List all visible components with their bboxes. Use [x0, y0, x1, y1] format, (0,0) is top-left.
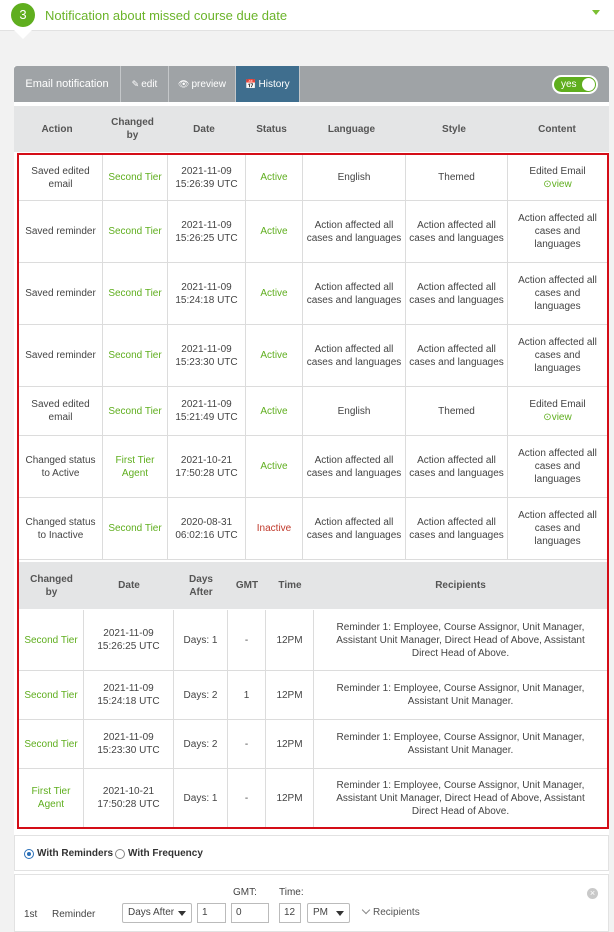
- eye-icon: 👁: [178, 79, 190, 89]
- ampm-value: PM: [313, 907, 328, 918]
- reminder-label: Reminder: [52, 909, 96, 920]
- cell-days-after: Days: 2: [174, 720, 228, 768]
- with-frequency-label[interactable]: With Frequency: [128, 848, 203, 859]
- header-language: Language: [327, 123, 376, 135]
- cell-changed-by: Second Tier: [103, 263, 168, 324]
- cell-status: Active: [246, 201, 303, 262]
- cell-gmt: -: [228, 720, 266, 768]
- header-days-after: Days After: [189, 573, 213, 598]
- tab-edit[interactable]: [121, 66, 169, 102]
- cell-content: Action affected all cases and languages: [518, 337, 597, 374]
- cell-style: Action affected all cases and languages: [406, 498, 508, 559]
- tab-preview[interactable]: [169, 66, 236, 102]
- cell-date: 2021-10-21 17:50:28 UTC: [84, 769, 174, 827]
- cell-date: 2021-11-09 15:23:30 UTC: [84, 720, 174, 768]
- cell-days-after: Days: 1: [174, 610, 228, 670]
- tab-email-notification[interactable]: Email notification: [14, 66, 121, 102]
- active-toggle[interactable]: [552, 75, 598, 94]
- cell-changed-by: Second Tier: [19, 720, 84, 768]
- cell-recipients: Reminder 1: Employee, Course Assignor, Unit Manager, Assistant Unit Manager.: [336, 732, 585, 756]
- cell-status: Inactive: [246, 498, 303, 559]
- cell-status: Active: [246, 263, 303, 324]
- history-table-header: [14, 106, 609, 152]
- cell-gmt: -: [228, 769, 266, 827]
- cell-date: 2020-08-31 06:02:16 UTC: [168, 498, 246, 559]
- header-action: Action: [41, 123, 73, 135]
- view-link-label: view: [551, 412, 572, 423]
- email-tabbar: [14, 66, 609, 102]
- cell-style: Action affected all cases and languages: [406, 436, 508, 497]
- eye-icon: ⊙: [543, 178, 552, 190]
- cell-date: 2021-10-21 17:50:28 UTC: [168, 436, 246, 497]
- cell-action: Saved reminder: [19, 263, 103, 324]
- cell-style: Themed: [406, 155, 508, 200]
- cell-action: Saved reminder: [19, 325, 103, 386]
- cell-language: Action affected all cases and languages: [303, 498, 406, 559]
- cell-days-after: Days: 1: [174, 769, 228, 827]
- cell-changed-by: First Tier Agent: [19, 769, 84, 827]
- cell-language: Action affected all cases and languages: [303, 325, 406, 386]
- view-link-label: view: [551, 178, 572, 190]
- cell-date: 2021-11-09 15:26:25 UTC: [84, 610, 174, 670]
- recipients-label: Recipients: [373, 907, 420, 918]
- days-input[interactable]: 1: [197, 903, 226, 923]
- tab-preview-label: preview: [191, 79, 226, 90]
- step-header[interactable]: [0, 0, 614, 31]
- cell-changed-by: Second Tier: [103, 498, 168, 559]
- cell-action: Changed status to Active: [19, 436, 103, 497]
- chevron-down-icon: [178, 911, 186, 916]
- toggle-label: yes: [561, 79, 577, 90]
- with-frequency-radio[interactable]: [115, 849, 125, 859]
- cell-style: Themed: [406, 387, 508, 435]
- step-title: Notification about missed course due date: [45, 8, 288, 23]
- cell-date: 2021-11-09 15:21:49 UTC: [168, 387, 246, 435]
- cell-date: 2021-11-09 15:24:18 UTC: [168, 263, 246, 324]
- cell-action: Saved reminder: [19, 201, 103, 262]
- cell-changed-by: Second Tier: [103, 155, 168, 200]
- cell-time: 12PM: [266, 610, 314, 670]
- time-label: Time:: [279, 887, 304, 898]
- cell-action: Changed status to Inactive: [19, 498, 103, 559]
- tab-history[interactable]: [236, 66, 300, 102]
- edit-icon: ✎: [131, 79, 140, 89]
- cell-date: 2021-11-09 15:23:30 UTC: [168, 325, 246, 386]
- gmt-label: GMT:: [233, 887, 257, 898]
- cell-gmt: 1: [228, 671, 266, 719]
- with-reminders-label[interactable]: With Reminders: [37, 848, 114, 859]
- cell-status: Active: [246, 325, 303, 386]
- cell-action: Saved edited email: [19, 155, 103, 200]
- cell-recipients: Reminder 1: Employee, Course Assignor, Unit Manager, Assistant Unit Manager, Direct Head of Above, Assistant Direct Head of Above.: [336, 621, 585, 659]
- cell-content: Action affected all cases and languages: [518, 448, 597, 485]
- step-number-badge: 3: [11, 3, 35, 27]
- recipients-toggle[interactable]: [363, 907, 420, 918]
- cell-gmt: -: [228, 610, 266, 670]
- cell-language: Action affected all cases and languages: [303, 263, 406, 324]
- chevron-down-icon: [362, 906, 370, 914]
- cell-changed-by: Second Tier: [103, 201, 168, 262]
- cell-time: 12PM: [266, 769, 314, 827]
- cell-time: 12PM: [266, 671, 314, 719]
- cell-recipients: Reminder 1: Employee, Course Assignor, Unit Manager, Assistant Unit Manager, Direct Head of Above, Assistant Direct Head of Above.: [336, 779, 585, 817]
- tab-edit-label: edit: [141, 79, 158, 90]
- header-date: Date: [193, 123, 215, 135]
- header-status: Status: [256, 123, 287, 135]
- calendar-icon: 📅: [245, 79, 257, 89]
- cell-action: Saved edited email: [19, 387, 103, 435]
- cell-status: Active: [246, 436, 303, 497]
- cell-status: Active: [246, 387, 303, 435]
- header-changed-by: Changed by: [111, 117, 154, 141]
- header-gmt: GMT: [235, 580, 259, 591]
- eye-icon: ⊙: [543, 412, 552, 423]
- cell-content: Action affected all cases and languages: [518, 213, 597, 250]
- reminder-form: [14, 874, 609, 932]
- cell-style: Action affected all cases and languages: [406, 201, 508, 262]
- header-content: Content: [538, 123, 576, 135]
- reminder-ordinal: 1st: [24, 909, 38, 920]
- with-reminders-radio[interactable]: [24, 849, 34, 859]
- highlight-box: [17, 153, 609, 829]
- cell-changed-by: Second Tier: [19, 610, 84, 670]
- cell-changed-by: First Tier Agent: [103, 436, 168, 497]
- cell-style: Action affected all cases and languages: [406, 325, 508, 386]
- cell-style: Action affected all cases and languages: [406, 263, 508, 324]
- cell-content: Action affected all cases and languages: [518, 510, 597, 547]
- days-after-select[interactable]: [122, 903, 192, 923]
- cell-language: Action affected all cases and languages: [303, 201, 406, 262]
- cell-changed-by: Second Tier: [103, 387, 168, 435]
- header-time: Time: [278, 580, 302, 591]
- toggle-knob: [582, 78, 595, 91]
- cell-language: Action affected all cases and languages: [303, 436, 406, 497]
- cell-recipients: Reminder 1: Employee, Course Assignor, Unit Manager, Assistant Unit Manager.: [336, 683, 585, 707]
- reminder-mode-bar: [14, 835, 609, 871]
- cell-days-after: Days: 2: [174, 671, 228, 719]
- time-input[interactable]: 12: [279, 903, 301, 923]
- cell-content: Action affected all cases and languages: [518, 275, 597, 312]
- gmt-input[interactable]: 0: [231, 903, 269, 923]
- cell-changed-by: Second Tier: [19, 671, 84, 719]
- header-recipients: Recipients: [435, 580, 486, 591]
- cell-date: 2021-11-09 15:26:39 UTC: [168, 155, 246, 200]
- header-date: Date: [118, 580, 140, 591]
- header-style: Style: [442, 123, 466, 135]
- content-text: Edited Email: [529, 399, 586, 410]
- cell-date: 2021-11-09 15:24:18 UTC: [84, 671, 174, 719]
- cell-time: 12PM: [266, 720, 314, 768]
- cell-changed-by: Second Tier: [103, 325, 168, 386]
- cell-language: English: [303, 387, 406, 435]
- collapse-arrow-icon[interactable]: [592, 10, 600, 15]
- chevron-down-icon: [336, 911, 344, 916]
- cell-language: English: [303, 155, 406, 200]
- header-changed-by: Changed by: [30, 573, 73, 598]
- ampm-select[interactable]: [307, 903, 350, 923]
- days-after-value: Days After: [128, 907, 175, 918]
- tab-history-label: History: [258, 79, 290, 90]
- content-text: Edited Email: [529, 165, 586, 177]
- cell-date: 2021-11-09 15:26:25 UTC: [168, 201, 246, 262]
- close-icon[interactable]: ×: [587, 888, 598, 899]
- cell-status: Active: [246, 155, 303, 200]
